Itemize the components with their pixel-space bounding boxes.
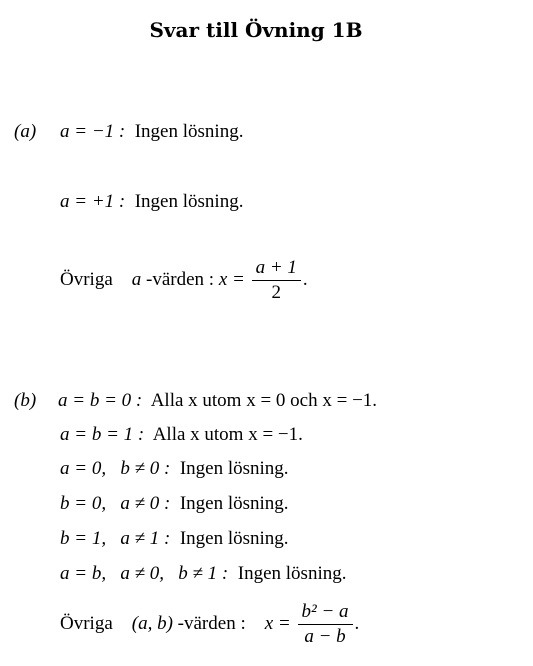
answer-text: Alla x utom x = 0 och x = −1. bbox=[150, 390, 378, 411]
lhs: x = bbox=[264, 612, 291, 634]
condition: b = 1, a ≠ 1 : bbox=[60, 528, 171, 549]
numerator: b² − a bbox=[298, 600, 353, 625]
part-b-line-2 bbox=[60, 423, 303, 447]
part-a-line-2 bbox=[60, 190, 243, 214]
part-a-line-3 bbox=[60, 256, 308, 305]
condition: a = 0, b ≠ 0 : bbox=[60, 458, 171, 479]
condition: a = b = 0 : bbox=[58, 390, 143, 411]
condition: a = b = 1 : bbox=[60, 424, 145, 445]
part-b-line-4 bbox=[60, 492, 289, 516]
answer-text: Ingen lösning. bbox=[179, 528, 289, 549]
denominator: a − b bbox=[304, 626, 346, 647]
condition: b = 0, a ≠ 0 : bbox=[60, 493, 171, 514]
denominator: 2 bbox=[271, 282, 281, 303]
variable: a bbox=[131, 268, 142, 290]
answer-text: Ingen lösning. bbox=[179, 458, 289, 479]
page-title: Svar till Övning 1B bbox=[149, 18, 363, 42]
suffix: -värden : bbox=[146, 268, 215, 290]
part-b-line-5 bbox=[60, 527, 289, 551]
answer-text: Ingen lösning. bbox=[179, 493, 289, 514]
period: . bbox=[302, 268, 308, 290]
answer-text: Alla x utom x = −1. bbox=[152, 424, 303, 445]
part-b-line-7 bbox=[60, 600, 359, 649]
part-b-label: (b) bbox=[14, 390, 37, 411]
answer-text: Ingen lösning. bbox=[134, 121, 244, 142]
part-a-label: (a) bbox=[14, 121, 37, 142]
condition: a = −1 : bbox=[60, 121, 126, 142]
condition: a = +1 : bbox=[60, 191, 126, 212]
lhs: x = bbox=[218, 268, 245, 290]
suffix: -värden : bbox=[177, 612, 246, 634]
answer-text: Ingen lösning. bbox=[237, 563, 347, 584]
fraction bbox=[252, 256, 301, 305]
part-a-line-1 bbox=[60, 120, 243, 144]
answer-text: Ingen lösning. bbox=[134, 191, 244, 212]
prefix: Övriga bbox=[60, 268, 113, 290]
numerator: a + 1 bbox=[252, 256, 301, 281]
period: . bbox=[354, 612, 360, 634]
condition: a = b, a ≠ 0, b ≠ 1 : bbox=[60, 563, 229, 584]
part-b-line-6 bbox=[60, 562, 346, 586]
prefix: Övriga bbox=[60, 612, 113, 634]
part-b-line-1 bbox=[58, 389, 377, 413]
fraction bbox=[298, 600, 353, 649]
part-b-line-3 bbox=[60, 457, 289, 481]
variable: (a, b) bbox=[131, 612, 173, 634]
